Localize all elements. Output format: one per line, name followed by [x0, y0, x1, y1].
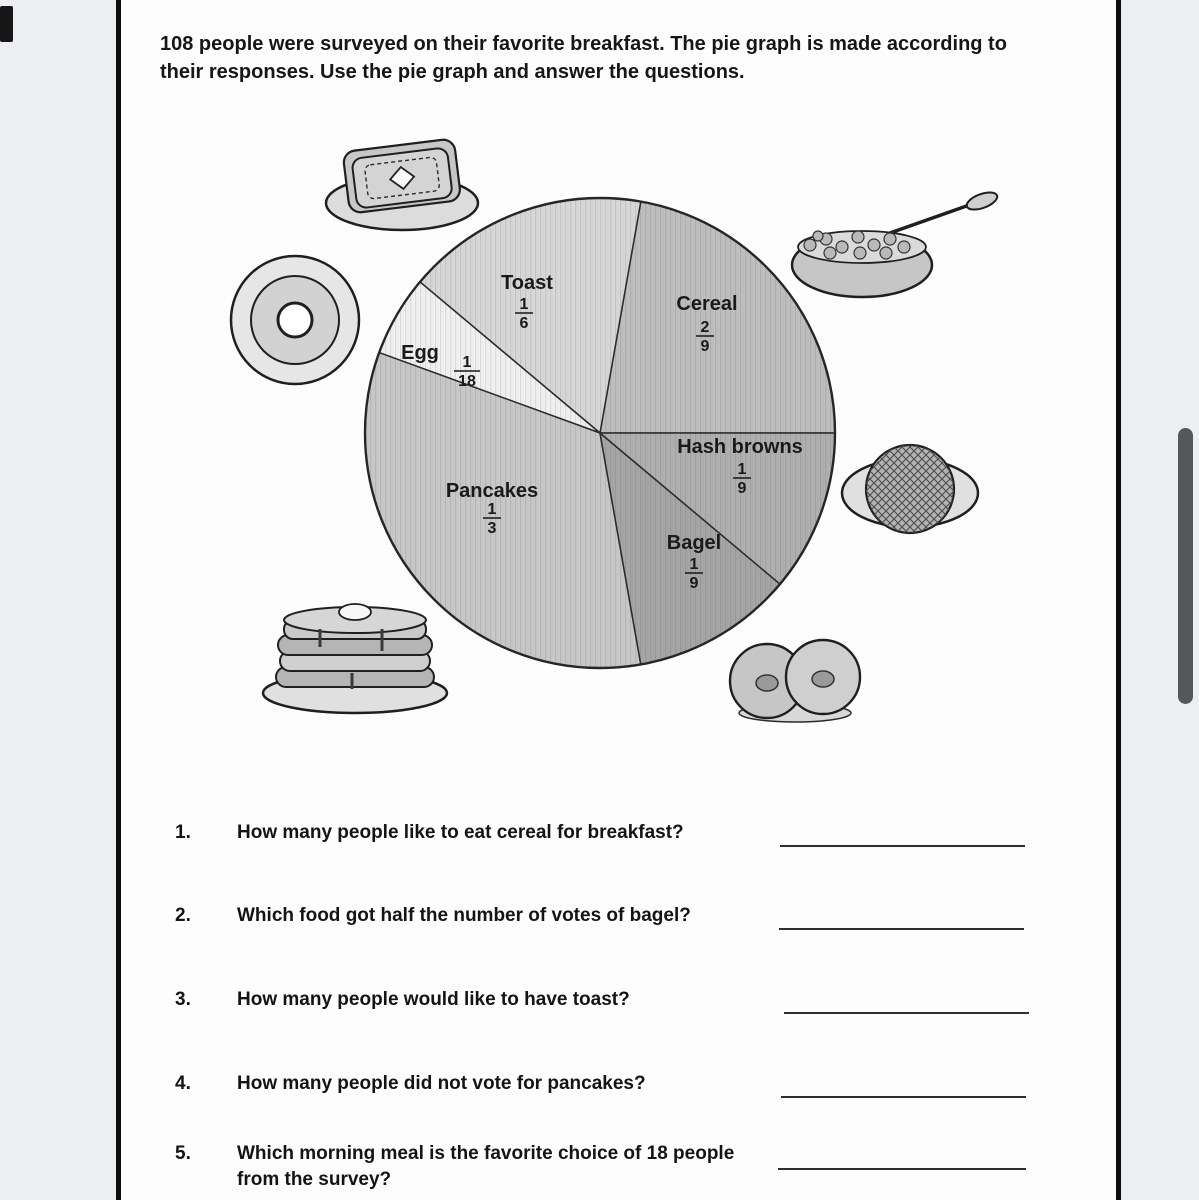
question-number: 3.	[175, 989, 191, 1010]
cereal-bowl-illustration	[792, 189, 999, 297]
answer-blank-1	[780, 845, 1025, 847]
pie-label: 18	[458, 373, 476, 390]
pie-label: 6	[519, 315, 529, 332]
question-row-4	[175, 1071, 1015, 1097]
question-text: How many people like to eat cereal for breakfast?	[237, 822, 684, 843]
pie-chart	[130, 115, 1030, 760]
question-text: Which morning meal is the favorite choice of 18 people from the survey?	[237, 1143, 735, 1190]
donut-illustration	[231, 256, 359, 384]
answer-blank-2	[779, 928, 1024, 930]
pie-label: 3	[487, 520, 497, 537]
bagel-illustration	[730, 640, 860, 722]
question-row-1	[175, 820, 1015, 846]
pie-label: Egg	[401, 342, 439, 364]
pie-label: 1	[689, 556, 699, 573]
pie-label: Toast	[501, 272, 553, 294]
pie-label: 1	[487, 501, 497, 518]
page-border-left	[116, 0, 121, 1200]
question-number: 2.	[175, 905, 191, 926]
question-row-5	[175, 1141, 1015, 1193]
question-number: 1.	[175, 822, 191, 843]
question-text: How many people did not vote for pancakes?	[237, 1073, 646, 1094]
scan-texture-overlay	[365, 198, 835, 668]
question-row-3	[175, 987, 1015, 1013]
instructions-text: 108 people were surveyed on their favorite breakfast. The pie graph is made according to their responses. Use the pie graph and answer the questions.	[160, 33, 1007, 83]
hash-brown-plate-illustration	[842, 445, 978, 533]
pie-label: 1	[519, 296, 529, 313]
pancake-stack-illustration	[263, 604, 447, 713]
pie-label: 1	[737, 461, 747, 478]
question-row-2	[175, 903, 1015, 929]
pie-label: Hash browns	[677, 436, 803, 458]
answer-blank-5	[778, 1168, 1026, 1170]
page-border-right	[1116, 0, 1121, 1200]
question-number: 5.	[175, 1143, 191, 1164]
scan-artifact	[0, 6, 13, 42]
pie-label: 9	[737, 480, 747, 497]
scrollbar-thumb[interactable]	[1178, 428, 1193, 704]
pie-label: Bagel	[666, 532, 722, 554]
pie-label: Pancakes	[445, 480, 539, 502]
pie-label: 2	[700, 319, 710, 336]
pie-label: 1	[462, 354, 472, 371]
pie-label: 9	[700, 338, 710, 355]
question-text: How many people would like to have toast?	[237, 989, 630, 1010]
answer-blank-4	[781, 1096, 1026, 1098]
pie-label: Cereal	[676, 293, 738, 315]
question-text: Which food got half the number of votes of bagel?	[237, 905, 691, 926]
answer-blank-3	[784, 1012, 1029, 1014]
pie-label: 9	[689, 575, 699, 592]
toast-plate-illustration	[326, 138, 478, 230]
question-number: 4.	[175, 1073, 191, 1094]
